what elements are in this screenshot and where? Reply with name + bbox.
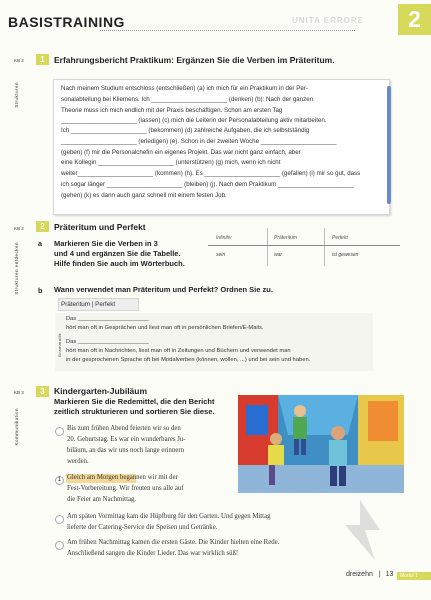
chapter-badge: 2 (398, 4, 431, 35)
side-label-kommunikation: Kommunikation (14, 408, 19, 446)
table-cell: sein (216, 252, 226, 258)
sentence-line: Fest-Vorbereitung. Wir freuten uns alle auf (67, 485, 184, 492)
text-line: (gehen) (k) es dann auch ganz schnell mit einem festen Job. (61, 192, 227, 199)
ghost-text: UNITA ERRORE (292, 16, 364, 25)
text-line: ______________________ (erledigen) (e). Schon in der zweiten Woche ______________________ (61, 138, 337, 145)
order-circle[interactable] (55, 541, 64, 550)
scrollbar[interactable] (387, 86, 391, 204)
text-line: sonalabteilung bei Kliemens. Ich ______________________ (denken) (b): Nach der ganzen (61, 96, 314, 103)
table-header-infinitiv: Infinitiv (216, 235, 232, 241)
table-header-praeteritum: Präteritum (274, 235, 298, 241)
order-circle[interactable] (55, 515, 64, 524)
sentence-line: Am frühen Nachmittag kamen die ersten Gäste. Die Kinder hielten eine Rede. (67, 539, 280, 546)
task-b-text: Wann verwendet man Präteritum und Perfekt? Ordnen Sie zu. (54, 285, 273, 294)
rule-2-lead: Das ______________________ (66, 339, 149, 345)
text-line: ich sogar länger ______________________ (bleiben) (j). Nach dem Praktikum ______________________ (61, 181, 354, 188)
order-circle[interactable]: 1 (55, 476, 64, 485)
task-a-text (54, 239, 185, 269)
rule-2-text: hört man oft in Nachrichten, liest man oft in Zeitungen und Büchern und verwendet man (66, 348, 291, 354)
sentence-line: Anschließend sangen die Kinder Lieder. Das war wirklich süß! (67, 550, 239, 557)
grammar-label: Grammatik (57, 333, 62, 358)
photo-illustration (238, 395, 404, 493)
options-box: Präteritum | Perfekt (58, 298, 139, 311)
sentence-line: Bis zum frühen Abend feierten wir so den (67, 425, 181, 432)
watermark-shape (320, 495, 400, 565)
text-line: Nach meinem Studium entschloss (entschließen) (a) ich mich für ein Praktikum in der Per- (61, 85, 308, 92)
kb-reference-2: KB 2 (14, 226, 24, 231)
page-word: dreizehn (346, 571, 373, 578)
task-letter-b: b (38, 286, 43, 295)
table-divider (267, 228, 268, 266)
sentence-line: die Feier am Nachmittag. (67, 496, 137, 503)
text-line: weiter______________________ (kommen) (h). Es ______________________ (gefallen) (i) mir so gut, dass (61, 170, 361, 177)
verb-table (208, 228, 400, 266)
rule-1-text: hört man oft in Gesprächen und liest man oft in persönlichen Briefen/E-Mails. (66, 325, 264, 331)
sentence-line: Am späten Vormittag kam die Hüpfburg für den Garten. Und gegen Mittag (67, 513, 271, 520)
exercise-title-2: Präteritum und Perfekt (54, 222, 146, 232)
task-a-line: Hilfe finden Sie auch im Wörterbuch. (54, 259, 185, 268)
watermark-logo (320, 495, 400, 565)
exercise-number-2: 2 (36, 221, 49, 232)
table-header-perfekt: Perfekt (332, 235, 348, 241)
kb-reference-3: KB 3 (14, 390, 24, 395)
exercise-title-3: Kindergarten-Jubiläum (54, 386, 148, 396)
text-line: eine Kollegin ______________________ (unterstützen) (g) mich, wenn ich nicht (61, 159, 281, 166)
text-line: Ich ______________________ (bekommen) (d) zahlreiche Aufgaben, die ich selbstständig (61, 127, 310, 134)
exercise-title-1: Erfahrungsbericht Praktikum: Ergänzen Sie die Verben im Präteritum. (54, 55, 335, 65)
task-letter-a: a (38, 239, 42, 248)
side-label-strukturen: Strukturen (14, 82, 19, 108)
text-line: ______________________ (lassen) (c) mich die Leiterin der Personalabteilung aktiv mitarbeiten. (61, 117, 327, 124)
task-3-line: Markieren Sie die Redemittel, die den Bericht (54, 397, 215, 406)
kindergarten-photo (238, 395, 404, 493)
text-line: (geben) (f) mir die Personalchefin ein eigenes Projekt. Das war nicht ganz einfach, aber (61, 149, 301, 156)
page-footer (346, 571, 393, 578)
text-line: Theorie muss ich mich endlich mit der Praxis beschäftigen. Schon am ersten Tag (61, 107, 283, 114)
title-underline (100, 30, 355, 31)
sentence-line: lieferte der Catering-Service die Speisen und Getränke. (67, 524, 218, 531)
page-separator: | (378, 571, 381, 578)
sentence-line: 20. Geburtstag. Es war ein wunderbares Ju- (67, 436, 186, 443)
exercise-number-3: 3 (36, 386, 49, 397)
task-3-text (54, 397, 214, 417)
table-cell: ist gewesen (332, 252, 359, 258)
sentence-line: Gleich am Morgen begannen wir mit der (67, 474, 178, 481)
table-cell: war (274, 252, 283, 258)
kb-reference-1: KB 2 (14, 58, 24, 63)
table-divider (324, 228, 325, 266)
task-a-line: und 4 und ergänzen Sie die Tabelle. (54, 249, 181, 258)
task-3-line: zeitlich strukturieren und sortieren Sie diese. (54, 407, 215, 416)
module-tab: Modul 1 (397, 572, 431, 580)
exercise-number-1: 1 (36, 54, 49, 65)
page-title: BASISTRAINING (8, 14, 125, 30)
rule-1-lead: Das ______________________ (66, 316, 149, 322)
task-a-line: Markieren Sie die Verben in 3 (54, 239, 158, 248)
sentence-line: biläum, an das wir uns noch lange erinnern (67, 447, 185, 454)
side-label-strukturen-entdecken: Strukturen entdecken (14, 242, 19, 295)
page-number: 13 (385, 571, 394, 578)
table-header-line (208, 245, 400, 246)
order-circle[interactable] (55, 427, 64, 436)
rule-2-text: in der gesprochenen Sprache oft bei Modalverben (können, wollen, ...) und bei sein und haben. (66, 357, 311, 363)
sentence-line: werden. (67, 458, 89, 465)
